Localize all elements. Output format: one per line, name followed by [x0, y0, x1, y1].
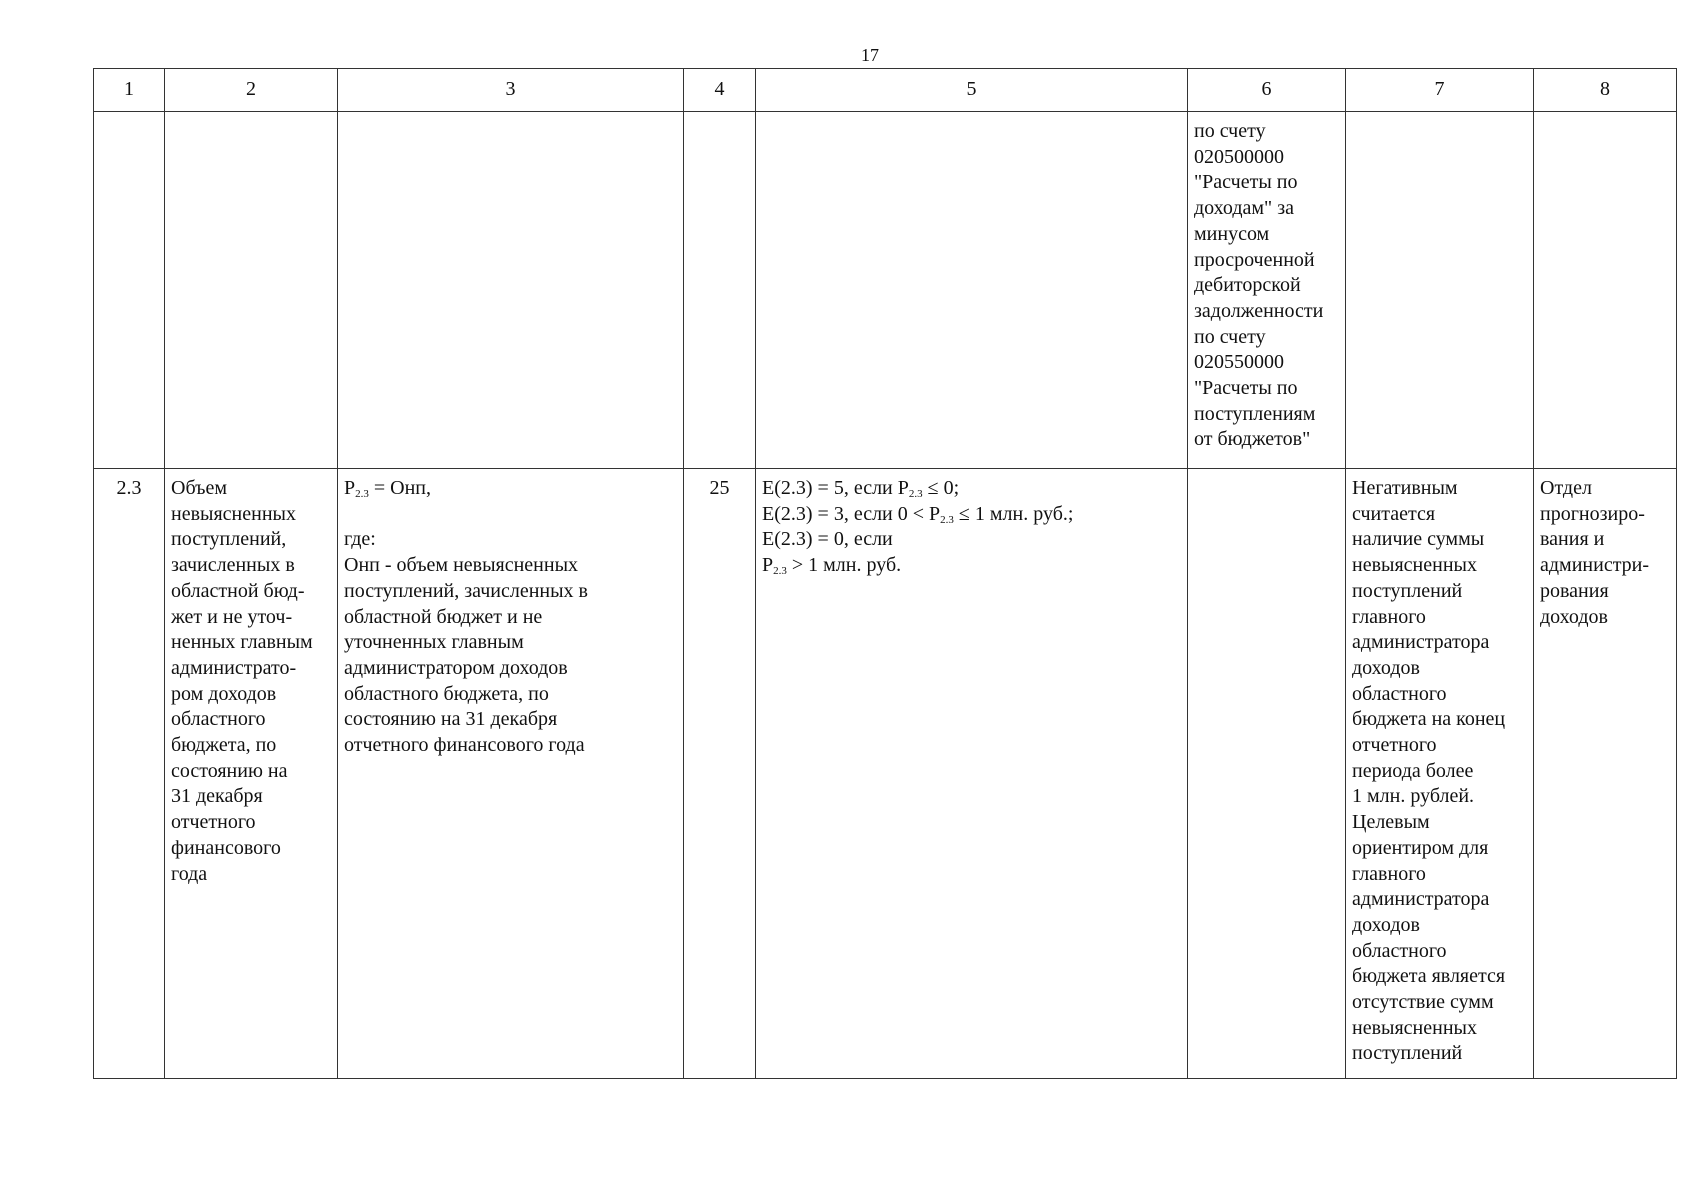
- text-line: задолженности: [1194, 299, 1324, 322]
- score-subscript: 2.3: [908, 488, 923, 500]
- text-line: администри-: [1540, 554, 1650, 577]
- table-cell-empty: [756, 112, 1188, 469]
- text-line: администрато-: [171, 656, 297, 679]
- text-line: "Расчеты по: [1194, 171, 1298, 194]
- text-line: областной бюджет и не: [344, 605, 543, 628]
- text-line: бюджета является: [1352, 965, 1506, 988]
- text-line: состоянию на 31 декабря: [344, 708, 558, 731]
- table-cell-empty: [165, 112, 338, 469]
- text-line: от бюджетов": [1194, 428, 1311, 451]
- text-line: отчетного: [171, 811, 256, 834]
- table-cell-empty: [338, 112, 684, 469]
- text-line: ром доходов: [171, 682, 277, 705]
- score-text: ≤ 0;: [922, 477, 960, 499]
- table-row-indicator-2-3: [94, 469, 1677, 1079]
- text-line: доходов: [1352, 656, 1420, 679]
- text-line: дебиторской: [1194, 274, 1301, 297]
- text-line: 31 декабря: [171, 785, 263, 808]
- text-line: невыясненных: [1352, 1016, 1477, 1039]
- text-line: невыясненных: [171, 502, 296, 525]
- text-line: доходов: [1540, 605, 1608, 628]
- calculation-formula: [338, 469, 684, 1079]
- indicator-name: [165, 469, 338, 1079]
- text-line: главного: [1352, 605, 1426, 628]
- indicators-table: [93, 68, 1677, 1079]
- text-line: доходов: [1352, 913, 1420, 936]
- text-line: областной бюд-: [171, 579, 305, 602]
- score-line: E(2.3) = 0, если: [762, 528, 893, 551]
- text-line: уточненных главным: [344, 631, 524, 654]
- text-line: доходам" за: [1194, 197, 1294, 220]
- text-line: отчетного: [1352, 734, 1437, 757]
- score-line: [762, 553, 1181, 579]
- column-header: 6: [1188, 69, 1346, 112]
- table-header-row: [94, 69, 1677, 112]
- text-line: 020500000: [1194, 145, 1284, 168]
- column-header: 2: [165, 69, 338, 112]
- score-subscript: 2.3: [773, 565, 787, 578]
- formula-var: P: [344, 477, 356, 499]
- text-line: ненных главным: [171, 631, 313, 654]
- column-header: 4: [684, 69, 756, 112]
- text-line: Отдел: [1540, 477, 1592, 499]
- table-cell-empty: [94, 112, 165, 469]
- text-line: областного бюджета, по: [344, 682, 549, 705]
- table-cell-empty: [1534, 112, 1677, 469]
- text-line: Объем: [171, 477, 227, 499]
- text-line: "Расчеты по: [1194, 377, 1298, 400]
- text-line: просроченной: [1194, 248, 1315, 271]
- formula-subscript: 2.3: [355, 488, 369, 500]
- text-line: поступлений: [1352, 579, 1463, 602]
- text-line: 1 млн. рублей.: [1352, 785, 1475, 808]
- score-line: [762, 502, 1181, 528]
- indicator-comment: [1346, 469, 1534, 1079]
- text-line: администратора: [1352, 888, 1490, 911]
- text-line: областного: [1352, 682, 1447, 705]
- text-line: администратором доходов: [344, 656, 568, 679]
- text-line: считается: [1352, 502, 1436, 525]
- score-subscript: 2.3: [940, 513, 954, 526]
- text-line: 020550000: [1194, 351, 1284, 374]
- score-text: ≤ 1 млн. руб.;: [953, 502, 1074, 525]
- text-line: ориентиром для: [1352, 836, 1489, 859]
- text-line: бюджета, по: [171, 734, 277, 757]
- score-text: E(2.3) = 3, если 0 < P: [762, 502, 941, 525]
- text-line: поступлениям: [1194, 402, 1316, 425]
- formula-rest: = Онп,: [368, 477, 432, 499]
- text-line: невыясненных: [1352, 554, 1477, 577]
- text-line: главного: [1352, 862, 1426, 885]
- table-row-continuation: [94, 112, 1677, 469]
- score-text: P: [762, 554, 774, 577]
- text-line: Целевым: [1352, 811, 1430, 834]
- score-text: > 1 млн. руб.: [786, 554, 902, 577]
- text-line: финансового: [171, 836, 281, 859]
- where-label: где:: [344, 528, 376, 551]
- formula-line: [344, 476, 677, 502]
- text-line: состоянию на: [171, 759, 288, 782]
- text-line: областного: [171, 708, 266, 731]
- text-line: областного: [1352, 939, 1447, 962]
- scoring-rules: [756, 469, 1188, 1079]
- text-line: отчетного финансового года: [344, 734, 585, 757]
- text-line: вания и: [1540, 528, 1605, 551]
- source-data-cell: [1188, 469, 1346, 1079]
- text-line: отсутствие сумм: [1352, 991, 1494, 1014]
- score-line: [762, 476, 1181, 502]
- text-line: Негативным: [1352, 477, 1458, 499]
- page-number: 17: [861, 45, 879, 65]
- text-line: прогнозиро-: [1540, 502, 1645, 525]
- indicator-number: 2.3: [94, 469, 165, 1079]
- column-header: 8: [1534, 69, 1677, 112]
- text-line: рования: [1540, 579, 1609, 602]
- column-header: 1: [94, 69, 165, 112]
- score-text: E(2.3) = 5, если P: [762, 477, 909, 499]
- text-line: периода более: [1352, 759, 1474, 782]
- text-line: по счету: [1194, 120, 1266, 142]
- text-line: поступлений, зачисленных в: [344, 579, 588, 602]
- column-header: 5: [756, 69, 1188, 112]
- text-line: Онп - объем невыясненных: [344, 554, 579, 577]
- table-cell-empty: [1346, 112, 1534, 469]
- text-line: администратора: [1352, 631, 1490, 654]
- text-line: года: [171, 862, 208, 885]
- text-line: по счету: [1194, 325, 1266, 348]
- text-line: минусом: [1194, 222, 1270, 245]
- text-line: зачисленных в: [171, 554, 295, 577]
- table-cell-empty: [684, 112, 756, 469]
- text-line: наличие суммы: [1352, 528, 1485, 551]
- responsible-department: [1534, 469, 1677, 1079]
- text-line: жет и не уточ-: [171, 605, 293, 628]
- text-line: поступлений: [1352, 1042, 1463, 1065]
- column-header: 7: [1346, 69, 1534, 112]
- column-header: 3: [338, 69, 684, 112]
- indicator-weight: 25: [684, 469, 756, 1079]
- text-line: бюджета на конец: [1352, 708, 1506, 731]
- source-data-cell: [1188, 112, 1346, 469]
- text-line: поступлений,: [171, 528, 287, 551]
- blank-line: [344, 502, 677, 528]
